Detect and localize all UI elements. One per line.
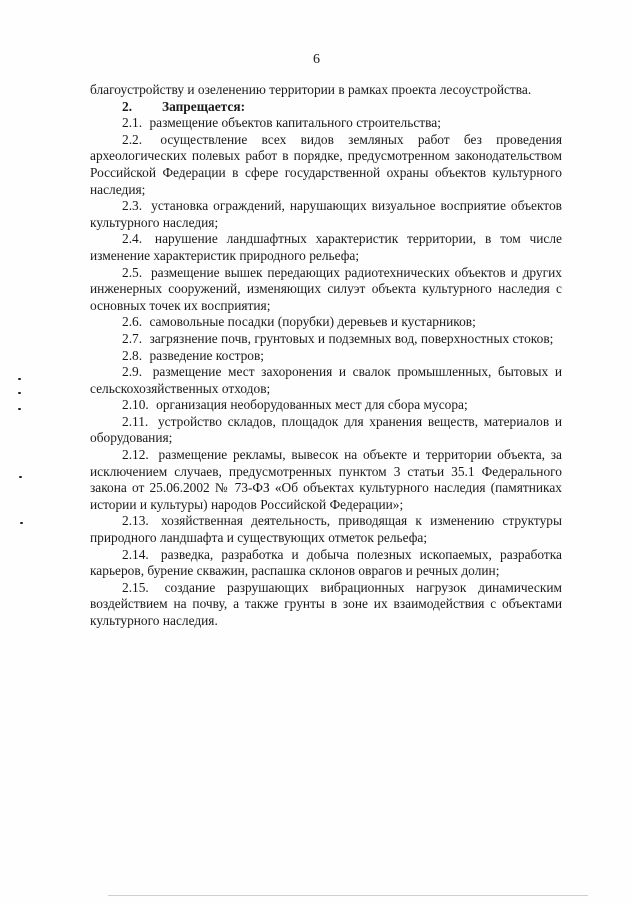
list-item (90, 580, 562, 630)
scan-artifact (18, 378, 21, 380)
item-number: 2.6. (122, 314, 143, 330)
list-item (90, 331, 562, 348)
list-item (90, 447, 562, 513)
item-text: размещение вышек передающих радиотехнических объектов и других инженерных сооружений, изменяющих силуэт объекта культурного наследия с основных точек их восприятия; (90, 264, 562, 313)
list-item (90, 414, 562, 447)
item-number: 2.15. (122, 579, 149, 595)
item-number: 2.10. (122, 397, 149, 413)
item-number: 2.14. (122, 546, 149, 562)
item-number: 2.7. (122, 330, 143, 346)
list-item (90, 115, 562, 132)
list-item (90, 364, 562, 397)
scan-artifact (18, 392, 21, 394)
item-text: создание разрушающих вибрационных нагрузок динамическим воздействием на почву, а также грунты в зоне их взаимодействия с объектами культурного наследия. (90, 579, 562, 628)
intro-line: благоустройству и озеленению территории в рамках проекта лесоустройства. (90, 82, 532, 97)
item-text: размещение объектов капитального строительства; (149, 115, 441, 131)
scan-artifact (18, 408, 21, 410)
item-text: осуществление всех видов земляных работ без проведения археологических полевых работ в порядке, предусмотренном законодательством Российской Федерации в сфере государственной охраны объектов культурного наследия; (90, 131, 563, 197)
list-item (90, 314, 562, 331)
item-text: хозяйственная деятельность, приводящая к изменению структуры природного ландшафта и существующих отметок рельефа; (90, 513, 562, 546)
item-number: 2.2. (122, 131, 143, 147)
list-item (90, 198, 562, 231)
section-number: 2. (122, 98, 133, 114)
item-number: 2.5. (122, 264, 143, 280)
section-title: Запрещается: (162, 98, 246, 114)
item-number: 2.12. (122, 447, 149, 463)
item-text: организация необорудованных мест для сбора мусора; (156, 397, 468, 413)
list-item (90, 547, 562, 580)
scan-artifact (19, 476, 22, 478)
document-body (90, 82, 562, 630)
item-text: размещение мест захоронения и свалок промышленных, бытовых и сельскохозяйственных отходов; (90, 364, 562, 396)
item-number: 2.9. (122, 364, 143, 380)
item-number: 2.8. (122, 347, 143, 363)
item-text: самовольные посадки (порубки) деревьев и кустарников; (149, 314, 476, 330)
list-item (90, 231, 562, 264)
list-item (90, 132, 562, 198)
item-text: загрязнение почв, грунтовых и подземных вод, поверхностных стоков; (149, 330, 554, 346)
page-number: 6 (313, 52, 320, 67)
item-number: 2.11. (122, 413, 149, 429)
item-number: 2.1. (122, 115, 143, 131)
scan-edge-line (108, 895, 588, 896)
list-item (90, 397, 562, 414)
item-number: 2.4. (122, 231, 143, 247)
item-number: 2.13. (122, 513, 149, 529)
item-number: 2.3. (122, 198, 143, 214)
item-text: разведка, разработка и добыча полезных ископаемых, разработка карьеров, бурение скважин, распашка склонов оврагов и речных долин; (90, 546, 563, 579)
list-item (90, 513, 562, 546)
list-item (90, 348, 562, 365)
list-item (90, 265, 562, 315)
item-text: устройство складов, площадок для хранения веществ, материалов и оборудования; (90, 413, 562, 446)
item-text: разведение костров; (149, 347, 265, 363)
item-text: нарушение ландшафтных характеристик территории, в том числе изменение характеристик природного рельефа; (90, 231, 562, 263)
item-text: установка ограждений, нарушающих визуальное восприятие объектов культурного наследия; (90, 198, 562, 230)
section-heading (90, 99, 562, 116)
scan-artifact (20, 522, 23, 524)
item-text: размещение рекламы, вывесок на объекте и территории объекта, за исключением случаев, предусмотренных пунктом 3 статьи 35.1 Федерального закона от 25.06.2002 № 73-ФЗ «Об объектах культурного наследия (памятниках истории и культуры) народов Российской Федерации»; (90, 447, 562, 512)
